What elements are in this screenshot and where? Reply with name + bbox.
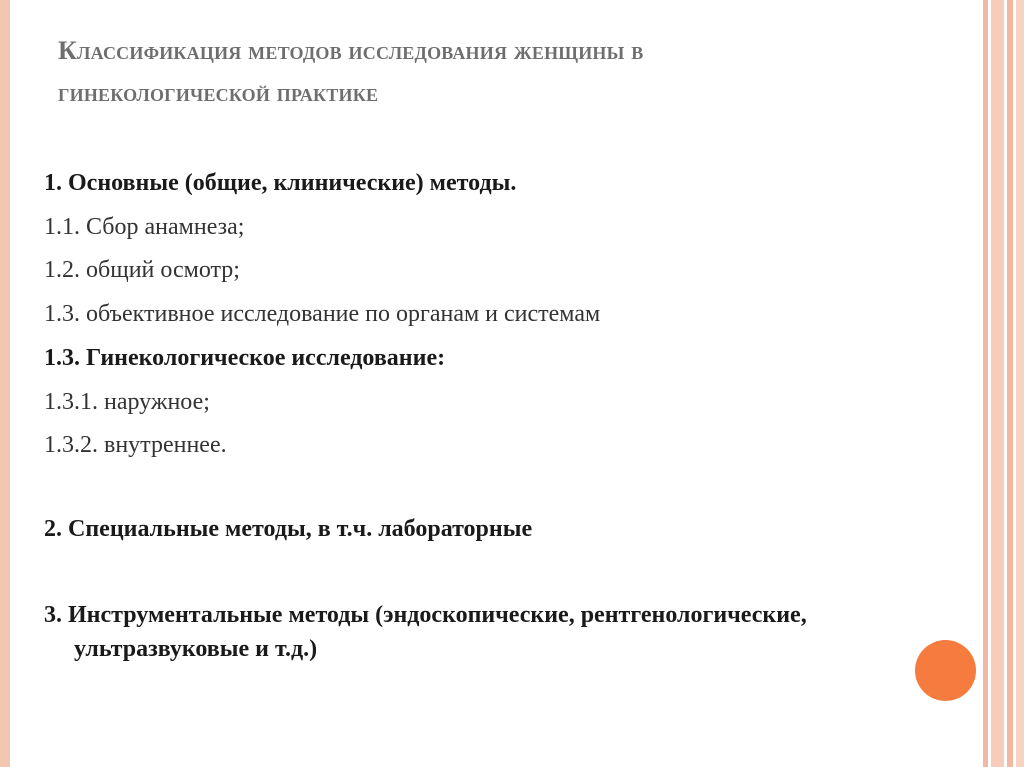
right-border-stripes <box>980 0 1024 767</box>
list-item-1-3-objective: 1.3. объективное исследование по органам и системам <box>44 301 601 327</box>
list-item-1-3-2: 1.3.2. внутреннее. <box>44 432 227 458</box>
orange-circle-decoration <box>915 640 976 701</box>
list-item-1-3-gynecological: 1.3. Гинекологическое исследование: <box>44 345 446 371</box>
title-line-2: гинекологической практике <box>58 78 379 107</box>
left-border-stripe <box>0 0 10 767</box>
list-item-1-3-1: 1.3.1. наружное; <box>44 389 210 415</box>
list-item-1-1: 1.1. Сбор анамнеза; <box>44 214 245 240</box>
list-item-1-2: 1.2. общий осмотр; <box>44 257 240 283</box>
list-item-1: 1. Основные (общие, клинические) методы. <box>44 170 517 196</box>
list-item-2: 2. Специальные методы, в т.ч. лабораторные <box>44 516 533 542</box>
list-item-3-line-2: ультразвуковые и т.д.) <box>74 636 318 662</box>
title-line-1: Классификация методов исследования женщины в <box>58 36 644 65</box>
slide-title <box>58 30 908 114</box>
list-item-3-line-1: 3. Инструментальные методы (эндоскопические, рентгенологические, <box>44 602 807 628</box>
